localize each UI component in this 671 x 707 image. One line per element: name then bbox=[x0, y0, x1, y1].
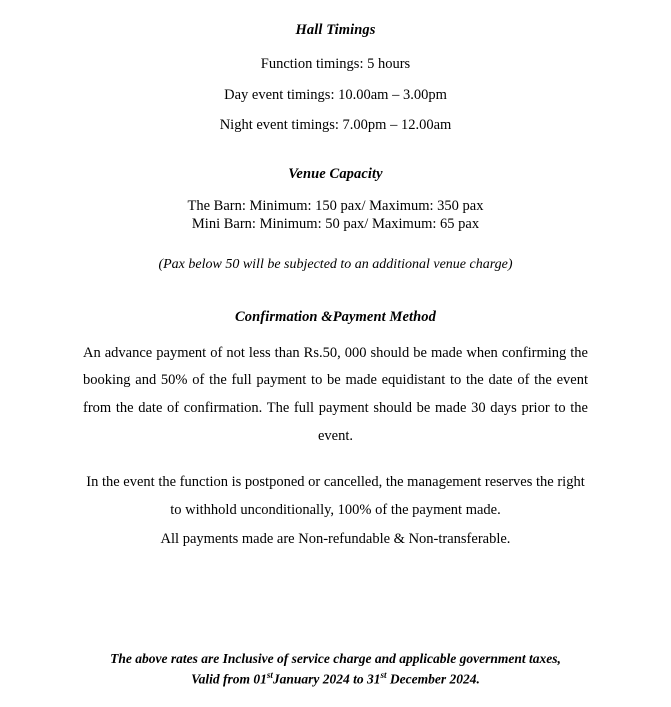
document-page bbox=[0, 22, 671, 707]
venue-capacity-mini-barn: Mini Barn: Minimum: 50 pax/ Maximum: 65 pax bbox=[191, 216, 480, 232]
footer-validity-sup-end: st bbox=[380, 669, 387, 680]
footer-line-validity bbox=[0, 669, 671, 689]
footer-validity-prefix: Valid from 01 bbox=[191, 671, 267, 687]
document-footer bbox=[0, 649, 671, 689]
payment-paragraph-advance: An advance payment of not less than Rs.50, 000 should be made when confirming the booking and 50% of the full payment to be made equidistant to the date of the event from the date of confirmation. The full payment should be made 30 days prior to the event. bbox=[83, 344, 588, 444]
hall-timing-line-function: Function timings: 5 hours bbox=[260, 56, 411, 72]
venue-capacity-heading: Venue Capacity bbox=[288, 165, 383, 182]
footer-validity-sup-start: st bbox=[266, 669, 273, 680]
payment-paragraph-cancellation: In the event the function is postponed or cancelled, the management reserves the right to withhold unconditionally, 100% of the payment made. bbox=[86, 473, 585, 518]
hall-timings-heading: Hall Timings bbox=[295, 22, 376, 38]
footer-validity-suffix: December 2024. bbox=[386, 671, 480, 687]
pax-charge-note: (Pax below 50 will be subjected to an additional venue charge) bbox=[158, 256, 513, 272]
footer-validity-mid: January 2024 to 31 bbox=[272, 671, 381, 687]
hall-timing-line-day: Day event timings: 10.00am – 3.00pm bbox=[224, 86, 447, 103]
venue-capacity-barn: The Barn: Minimum: 150 pax/ Maximum: 350 pax bbox=[187, 197, 484, 214]
hall-timing-line-night: Night event timings: 7.00pm – 12.00am bbox=[219, 117, 452, 133]
confirmation-payment-heading: Confirmation &Payment Method bbox=[235, 308, 436, 325]
payment-paragraph-refund: All payments made are Non-refundable & Non-transferable. bbox=[160, 531, 511, 548]
footer-line-rates: The above rates are Inclusive of service charge and applicable government taxes, bbox=[110, 651, 561, 667]
